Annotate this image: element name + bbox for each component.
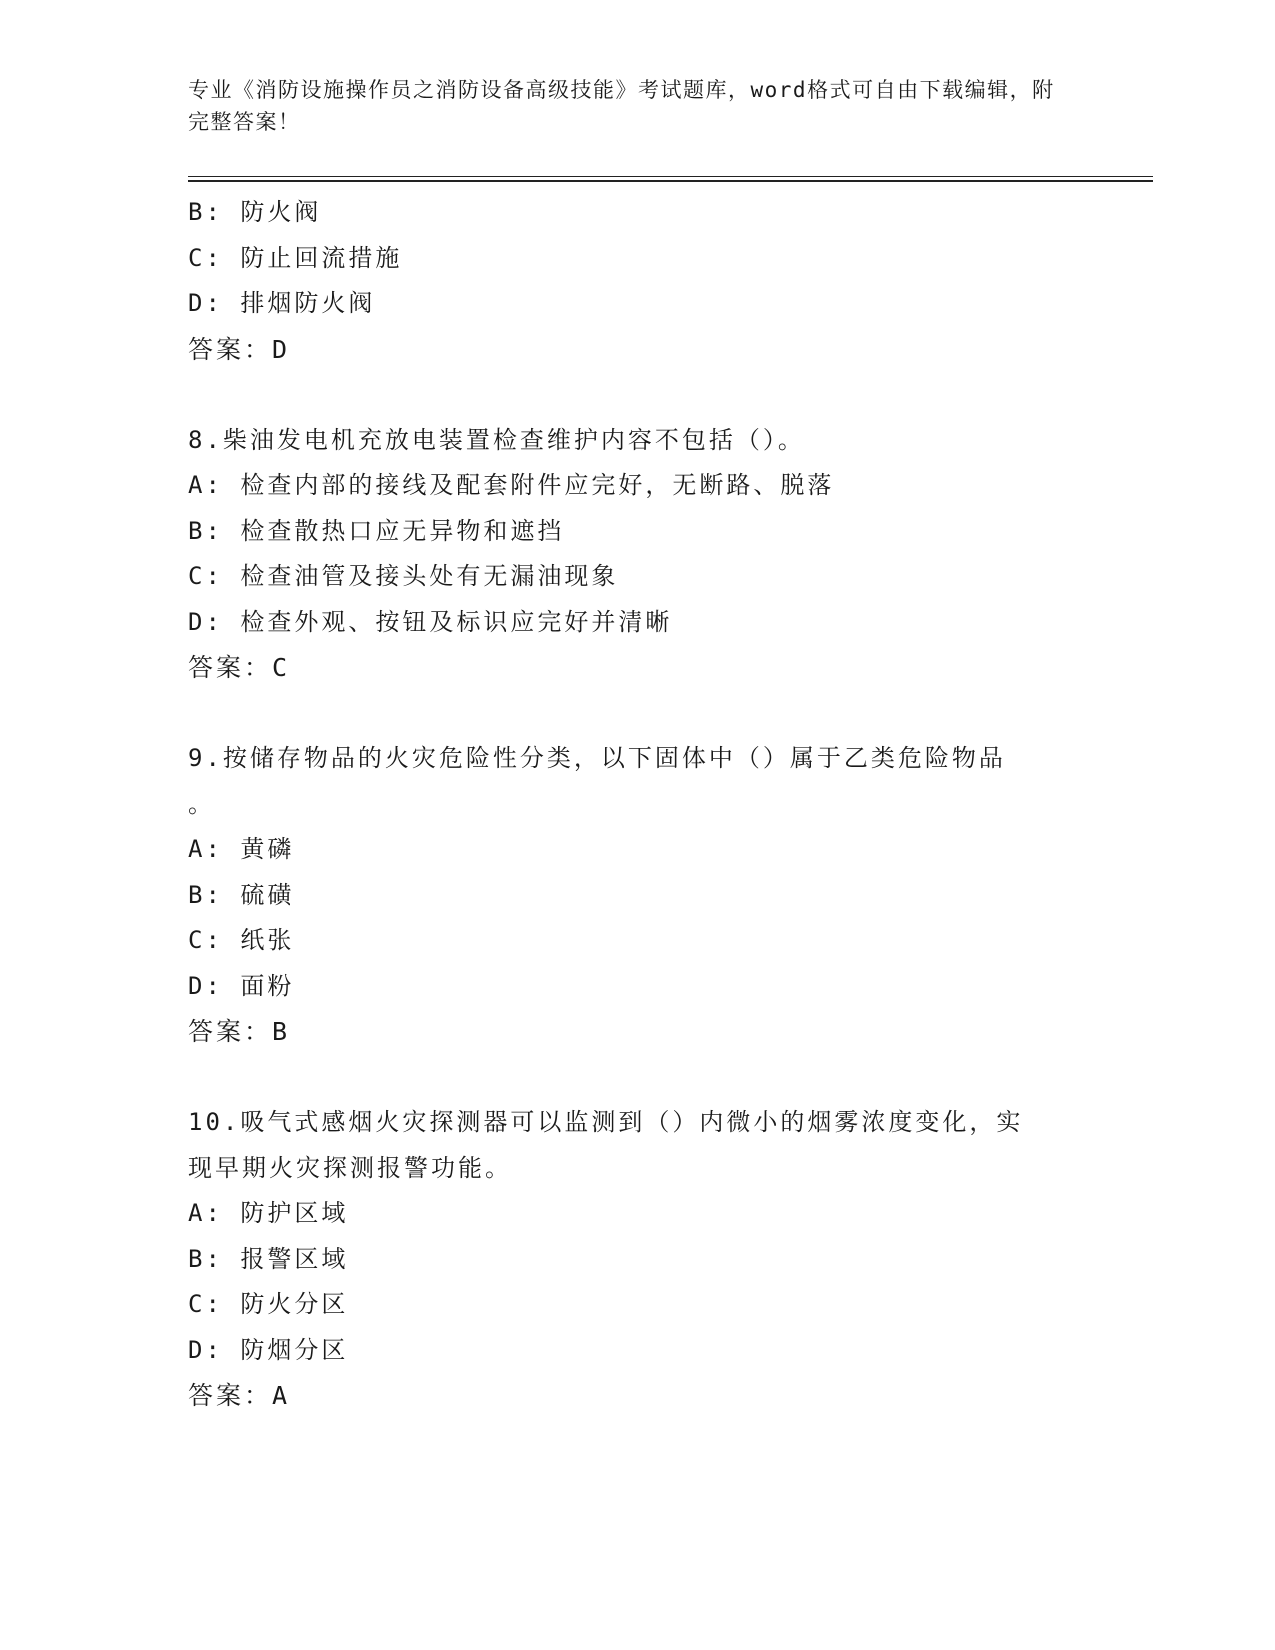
option-d: D: 防烟分区 — [188, 1335, 349, 1364]
option-b: B: 硫磺 — [188, 880, 295, 909]
option-c: C: 防火分区 — [188, 1290, 349, 1318]
question-stem-continued: 。 — [188, 789, 215, 818]
question-8 — [188, 418, 1088, 691]
option-a: A: 黄磷 — [188, 835, 295, 863]
option-c: C: 纸张 — [188, 926, 295, 954]
option-c: C: 防止回流措施 — [188, 243, 403, 272]
spacer — [188, 372, 1088, 418]
header-divider-thin — [188, 176, 1153, 177]
question-9 — [188, 736, 1088, 1055]
question-list — [188, 190, 1088, 1419]
answer-line: 答案：D — [188, 334, 291, 364]
option-b: B: 报警区域 — [188, 1244, 349, 1273]
option-b: B: 防火阀 — [188, 198, 322, 226]
option-a: A: 防护区域 — [188, 1199, 349, 1227]
answer-line: 答案：B — [188, 1017, 291, 1046]
question-stem-continued: 现早期火灾探测报警功能。 — [188, 1153, 512, 1182]
option-b: B: 检查散热口应无异物和遮挡 — [188, 516, 565, 545]
option-d: D: 排烟防火阀 — [188, 289, 376, 317]
question-stem: 10.吸气式感烟火灾探测器可以监测到（）内微小的烟雾浓度变化，实 — [188, 1108, 1024, 1136]
question-stem: 9.按储存物品的火灾危险性分类，以下固体中（）属于乙类危险物品 — [188, 744, 1006, 772]
question-10 — [188, 1100, 1088, 1419]
spacer — [188, 1055, 1088, 1101]
option-d: D: 面粉 — [188, 971, 295, 1000]
question-7 — [188, 190, 1088, 372]
option-a: A: 检查内部的接线及配套附件应完好，无断路、脱落 — [188, 471, 835, 499]
answer-line: 答案：C — [188, 653, 291, 682]
answer-line: 答案：A — [188, 1381, 291, 1410]
spacer — [188, 691, 1088, 737]
option-d: D: 检查外观、按钮及标识应完好并清晰 — [188, 607, 673, 636]
header-divider-thick — [188, 180, 1153, 182]
document-header: 专业《消防设施操作员之消防设备高级技能》考试题库，word格式可自由下载编辑，附完整答案！ — [188, 78, 1055, 134]
question-stem: 8.柴油发电机充放电装置检查维护内容不包括（）。 — [188, 425, 805, 454]
option-c: C: 检查油管及接头处有无漏油现象 — [188, 562, 619, 590]
